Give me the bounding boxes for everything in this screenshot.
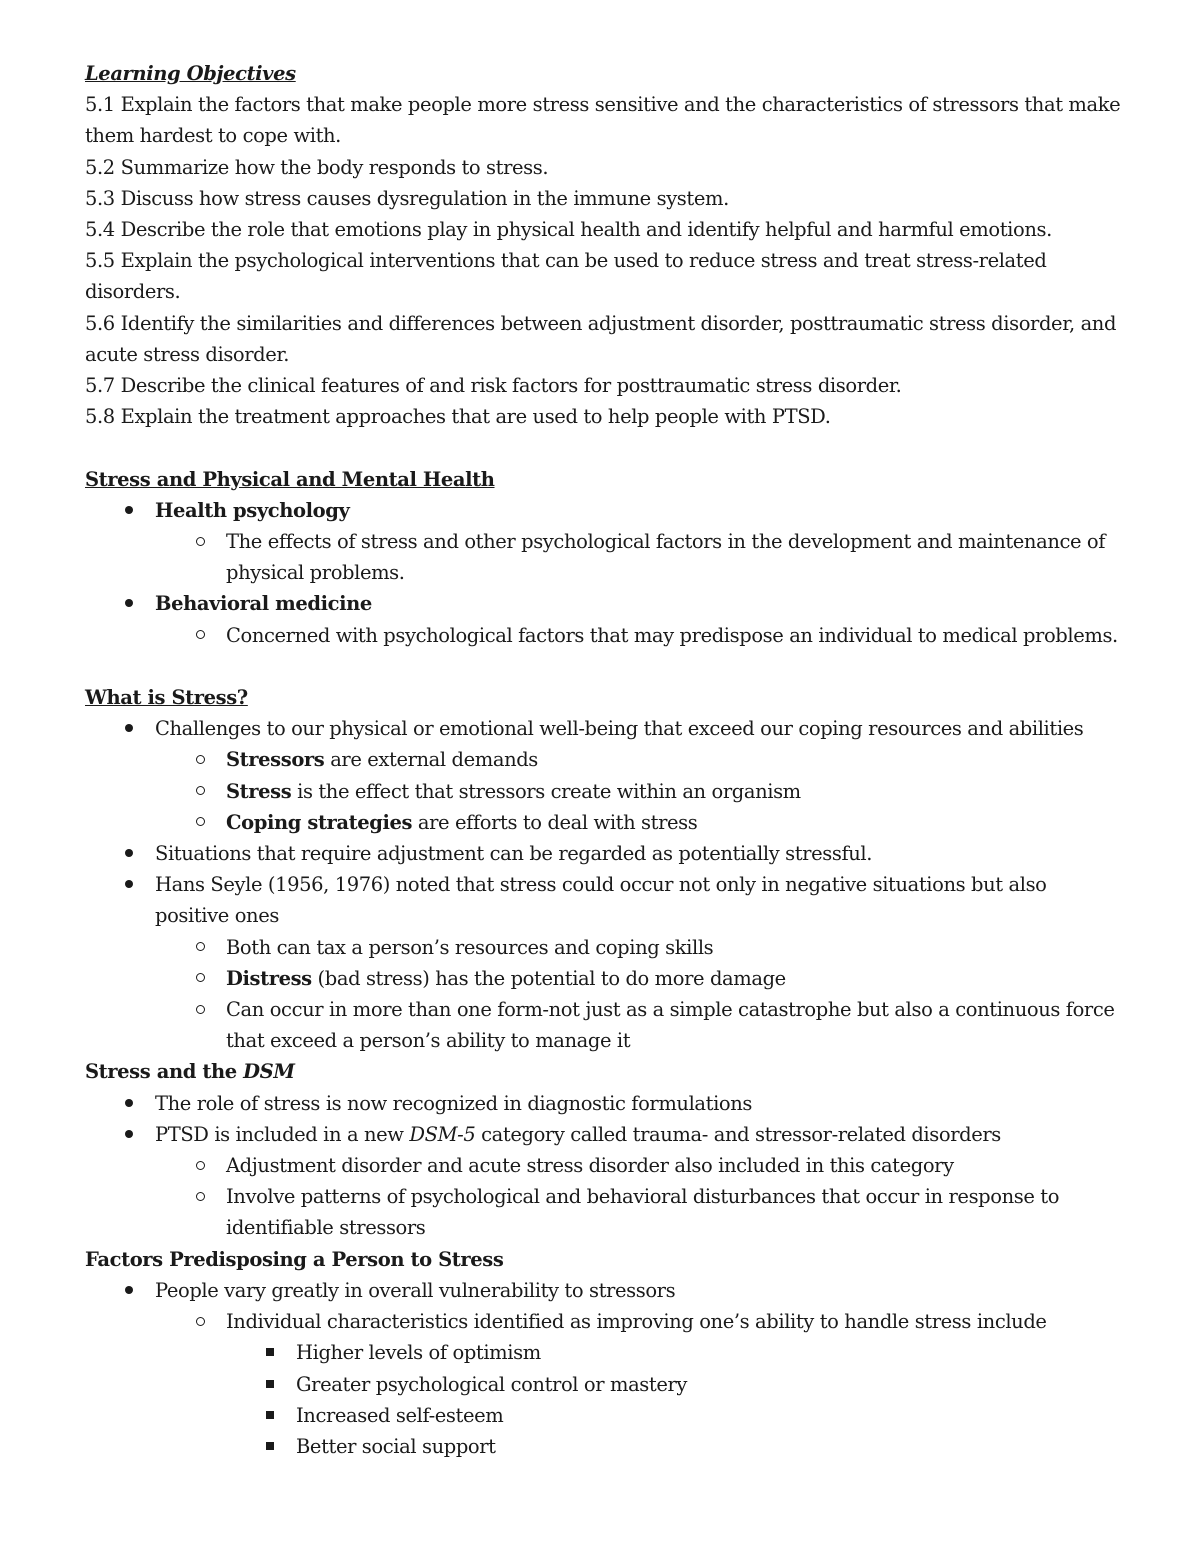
- bullet-text: are external demands: [324, 748, 538, 772]
- bullet-icon: [119, 495, 139, 526]
- bullet-text: Higher levels of optimism: [296, 1341, 541, 1365]
- circle-bullet-icon: [190, 932, 210, 963]
- circle-bullet-icon: [190, 807, 210, 838]
- bullet-italic: DSM-5: [409, 1122, 476, 1146]
- bullet-text: Can occur in more than one form-not just as a simple catastrophe but also a continuous force that exceed a person’s ability to manage it: [226, 998, 1115, 1053]
- spacer: [85, 651, 1125, 682]
- bullet-text: category called trauma- and stressor-related disorders: [475, 1122, 1001, 1146]
- bullet-text: (bad stress) has the potential to do more damage: [311, 966, 786, 990]
- spacer: [85, 432, 1125, 463]
- term: Distress: [226, 966, 312, 990]
- bullet-icon: [119, 1088, 139, 1119]
- list-item: [85, 1181, 1125, 1243]
- term: Behavioral medicine: [155, 592, 372, 616]
- bullet-icon: [119, 869, 139, 900]
- factors-heading: Factors Predisposing a Person to Stress: [85, 1247, 504, 1271]
- list-item: [85, 1150, 1125, 1181]
- bullet-text: Increased self-esteem: [296, 1403, 504, 1427]
- objective-5-8: 5.8 Explain the treatment approaches that are used to help people with PTSD.: [85, 405, 831, 429]
- objective-5-1: 5.1 Explain the factors that make people more stress sensitive and the characteristics of stressors that make them hardest to cope with.: [85, 93, 1121, 148]
- objective-5-5: 5.5 Explain the psychological interventions that can be used to reduce stress and treat stress-related disorders.: [85, 249, 1047, 304]
- term: Stressors: [226, 748, 325, 772]
- stress-heading: What is Stress?: [85, 686, 248, 710]
- list-item: [85, 495, 1125, 526]
- square-bullet-icon: [260, 1337, 280, 1368]
- bullet-text: is the effect that stressors create within an organism: [291, 779, 801, 803]
- bullet-text: People vary greatly in overall vulnerability to stressors: [155, 1278, 676, 1302]
- bullet-text: are efforts to deal with stress: [412, 810, 698, 834]
- bullet-icon: [119, 588, 139, 619]
- health-list: [85, 495, 1125, 651]
- list-item: [85, 620, 1125, 651]
- definition: Concerned with psychological factors that may predispose an individual to medical problems.: [226, 623, 1118, 647]
- dsm-heading: [85, 1056, 1125, 1087]
- health-heading: Stress and Physical and Mental Health: [85, 467, 495, 491]
- bullet-text: PTSD is included in a new: [155, 1122, 410, 1146]
- heading-italic: DSM: [243, 1060, 295, 1084]
- term: Coping strategies: [226, 810, 413, 834]
- square-bullet-icon: [260, 1431, 280, 1462]
- list-item: [85, 744, 1125, 775]
- bullet-text: Individual characteristics identified as improving one’s ability to handle stress include: [226, 1310, 1047, 1334]
- list-item: [85, 994, 1125, 1056]
- list-item: [85, 1088, 1125, 1119]
- term: Stress: [226, 779, 292, 803]
- square-bullet-icon: [260, 1400, 280, 1431]
- list-item: [85, 1431, 1125, 1462]
- bullet-icon: [119, 1275, 139, 1306]
- factors-list: [85, 1275, 1125, 1462]
- circle-bullet-icon: [190, 1150, 210, 1181]
- bullet-text: Both can tax a person’s resources and coping skills: [226, 935, 714, 959]
- circle-bullet-icon: [190, 744, 210, 775]
- circle-bullet-icon: [190, 963, 210, 994]
- bullet-text: Hans Seyle (1956, 1976) noted that stress could occur not only in negative situations but also positive ones: [155, 873, 1047, 928]
- list-item: [85, 838, 1125, 869]
- circle-bullet-icon: [190, 776, 210, 807]
- circle-bullet-icon: [190, 994, 210, 1025]
- list-item: [85, 932, 1125, 963]
- bullet-text: Adjustment disorder and acute stress disorder also included in this category: [226, 1154, 954, 1178]
- dsm-list: [85, 1088, 1125, 1244]
- bullet-text: Challenges to our physical or emotional well-being that exceed our coping resources and abilities: [155, 717, 1084, 741]
- square-bullet-icon: [260, 1369, 280, 1400]
- circle-bullet-icon: [190, 1306, 210, 1337]
- list-item: [85, 963, 1125, 994]
- objective-5-7: 5.7 Describe the clinical features of and risk factors for posttraumatic stress disorder.: [85, 374, 902, 398]
- objective-5-2: 5.2 Summarize how the body responds to stress.: [85, 155, 549, 179]
- objectives-heading: Learning Objectives: [85, 62, 296, 85]
- bullet-text: Better social support: [296, 1434, 496, 1458]
- circle-bullet-icon: [190, 526, 210, 557]
- list-item: [85, 588, 1125, 619]
- list-item: [85, 807, 1125, 838]
- bullet-text: Situations that require adjustment can be regarded as potentially stressful.: [155, 842, 873, 866]
- list-item: [85, 1306, 1125, 1337]
- bullet-text: Involve patterns of psychological and behavioral disturbances that occur in response to identifiable stressors: [226, 1185, 1060, 1240]
- heading-text: Stress and the: [85, 1060, 244, 1084]
- list-item: [85, 1369, 1125, 1400]
- objective-5-4: 5.4 Describe the role that emotions play in physical health and identify helpful and harmful emotions.: [85, 218, 1052, 242]
- stress-list: [85, 713, 1125, 1056]
- list-item: [85, 1119, 1125, 1150]
- list-item: [85, 1337, 1125, 1368]
- objective-5-3: 5.3 Discuss how stress causes dysregulation in the immune system.: [85, 186, 729, 210]
- document-body: [85, 58, 1125, 1462]
- list-item: [85, 869, 1125, 931]
- term: Health psychology: [155, 498, 350, 522]
- list-item: [85, 1275, 1125, 1306]
- list-item: [85, 526, 1125, 588]
- list-item: [85, 776, 1125, 807]
- list-item: [85, 713, 1125, 744]
- bullet-text: Greater psychological control or mastery: [296, 1372, 688, 1396]
- objective-5-6: 5.6 Identify the similarities and differences between adjustment disorder, posttraumatic stress disorder, and acute stress disorder.: [85, 311, 1117, 366]
- bullet-icon: [119, 838, 139, 869]
- circle-bullet-icon: [190, 620, 210, 651]
- bullet-icon: [119, 713, 139, 744]
- bullet-text: The role of stress is now recognized in diagnostic formulations: [155, 1091, 753, 1115]
- definition: The effects of stress and other psychological factors in the development and maintenance of physical problems.: [226, 530, 1106, 585]
- circle-bullet-icon: [190, 1181, 210, 1212]
- bullet-icon: [119, 1119, 139, 1150]
- list-item: [85, 1400, 1125, 1431]
